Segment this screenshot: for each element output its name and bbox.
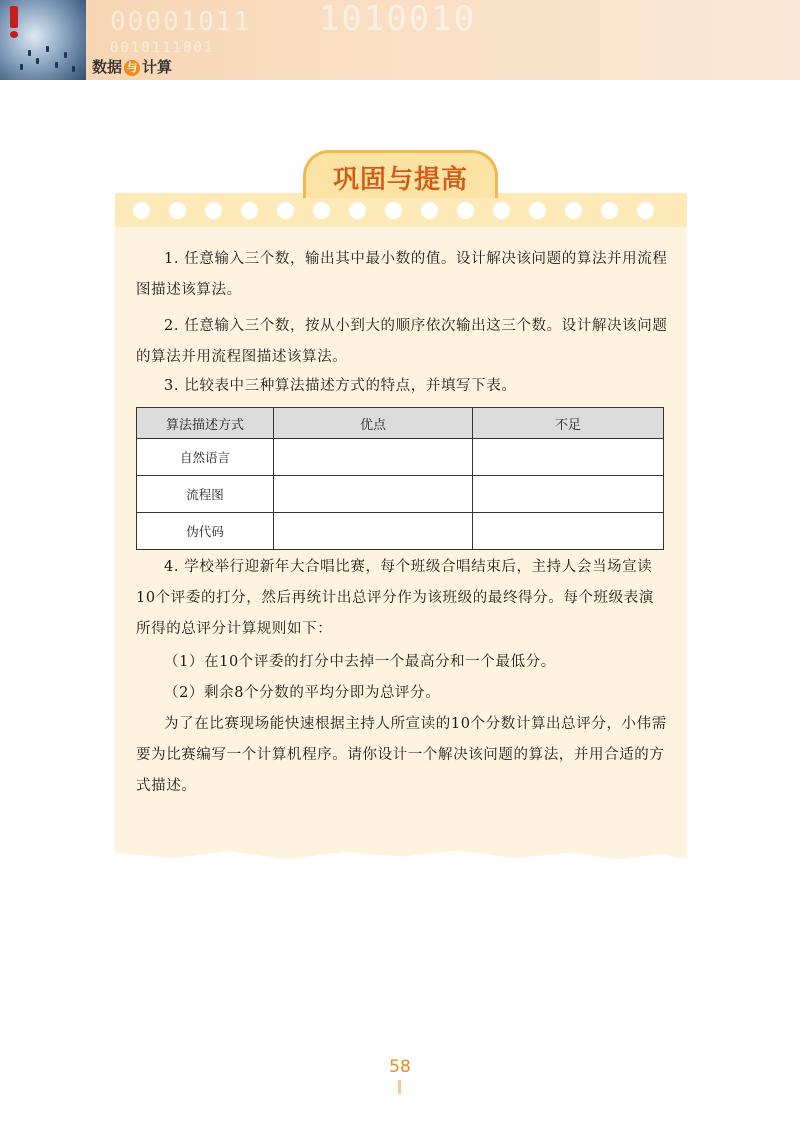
- table-cell: [274, 476, 473, 513]
- notebook-hole: [313, 202, 330, 219]
- notebook-hole: [241, 202, 258, 219]
- binary-line-3: 0010111001: [110, 40, 215, 56]
- notebook-hole: [133, 202, 150, 219]
- rule-2: （2）剩余8个分数的平均分即为总评分。: [164, 685, 441, 701]
- notebook-hole: [277, 202, 294, 219]
- crowd-figure: [64, 52, 67, 58]
- table-cell: [274, 513, 473, 550]
- question-3: 3. 比较表中三种算法描述方式的特点，并填写下表。: [164, 378, 517, 394]
- table-header-cell: 优点: [274, 408, 473, 439]
- table-cell: 自然语言: [137, 439, 274, 476]
- table-cell: [473, 439, 664, 476]
- comparison-table: [136, 407, 664, 550]
- table-cell: [473, 513, 664, 550]
- table-header-cell: 不足: [473, 408, 664, 439]
- table-header-cell: 算法描述方式: [137, 408, 274, 439]
- notebook-hole: [421, 202, 438, 219]
- notebook-holes-band: [115, 193, 687, 227]
- exercise-title-tab: [303, 150, 498, 198]
- page-number-tick: [398, 1080, 401, 1094]
- binary-decoration: [110, 0, 477, 61]
- notebook-hole: [205, 202, 222, 219]
- crowd-figure: [36, 58, 39, 64]
- table-cell: 伪代码: [137, 513, 274, 550]
- page-number: 58: [389, 1057, 411, 1077]
- crowd-figure: [72, 66, 75, 72]
- notebook-hole: [529, 202, 546, 219]
- table-cell: [274, 439, 473, 476]
- page-header: [0, 0, 800, 80]
- section-title-part1: 数据: [92, 58, 123, 76]
- crowd-figure: [55, 62, 58, 68]
- table-header-row: [137, 408, 664, 439]
- table-row: [137, 476, 664, 513]
- notebook-hole: [169, 202, 186, 219]
- notebook-hole: [349, 202, 366, 219]
- crowd-figure: [20, 64, 23, 70]
- crowd-figure: [28, 50, 31, 56]
- exclamation-dot: [10, 31, 18, 38]
- binary-line-2: 1010010: [318, 0, 477, 39]
- notebook-hole: [457, 202, 474, 219]
- notebook-hole: [637, 202, 654, 219]
- notebook-hole: [565, 202, 582, 219]
- notebook-hole: [385, 202, 402, 219]
- notebook-hole: [493, 202, 510, 219]
- crowd-figure: [46, 46, 49, 52]
- table-row: [137, 513, 664, 550]
- question-4: 4. 学校举行迎新年大合唱比赛，每个班级合唱结束后，主持人会当场宣读10个评委的打分，然后再统计出总评分作为该班级的最终得分。每个班级表演所得的总评分计算规则如下：: [136, 559, 654, 637]
- table-cell: 流程图: [137, 476, 274, 513]
- section-title-conj: 与: [124, 60, 140, 76]
- exercise-title: 巩固与提高: [332, 165, 468, 195]
- question-2: 2. 任意输入三个数，按从小到大的顺序依次输出这三个数。设计解决该问题的算法并用流程图描述该算法。: [136, 318, 668, 365]
- header-image: [0, 0, 86, 80]
- exclamation-icon: [10, 6, 18, 28]
- question-1: 1. 任意输入三个数，输出其中最小数的值。设计解决该问题的算法并用流程图描述该算法。: [136, 251, 668, 298]
- section-title: [92, 56, 172, 77]
- binary-line-1: 00001011: [110, 7, 252, 37]
- notebook-hole: [601, 202, 618, 219]
- table-row: [137, 439, 664, 476]
- question-4-task: 为了在比赛现场能快速根据主持人所宣读的10个分数计算出总评分，小伟需要为比赛编写一个计算机程序。请你设计一个解决该问题的算法，并用合适的方式描述。: [136, 716, 667, 794]
- rule-1: （1）在10个评委的打分中去掉一个最高分和一个最低分。: [164, 654, 556, 670]
- section-title-part2: 计算: [142, 58, 173, 76]
- table-cell: [473, 476, 664, 513]
